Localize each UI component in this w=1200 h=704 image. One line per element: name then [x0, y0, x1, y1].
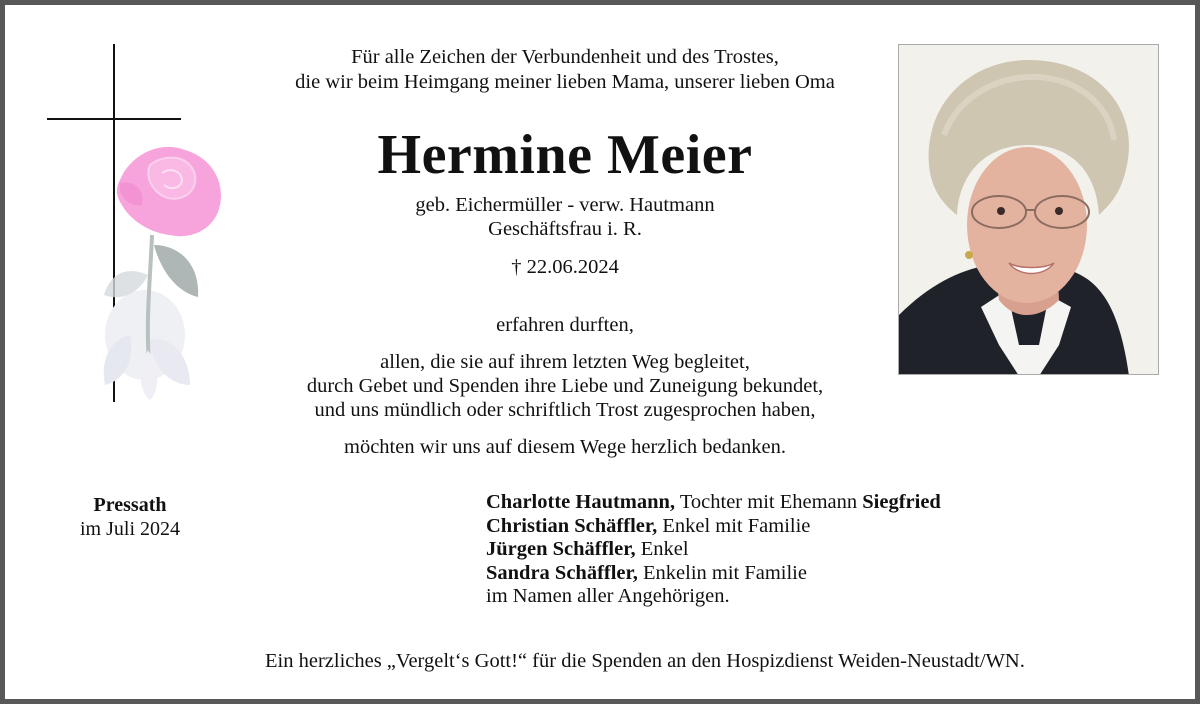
- family-member: [486, 491, 941, 515]
- intro-line: die wir beim Heimgang meiner lieben Mama, unserer lieben Oma: [295, 71, 835, 93]
- maiden-widowed-name: geb. Eichermüller - verw. Hautmann: [415, 194, 715, 216]
- death-date: † 22.06.2024: [511, 256, 619, 278]
- family-member-relation: Enkel: [635, 538, 689, 560]
- place: Pressath: [93, 494, 167, 516]
- thanks-text: möchten wir uns auf diesem Wege herzlich bedanken.: [344, 436, 786, 458]
- family-member: [486, 562, 941, 586]
- family-member-name: Jürgen Schäffler,: [486, 538, 636, 560]
- portrait-image: [899, 45, 1159, 375]
- cross-icon-horizontal: [47, 118, 181, 120]
- family-member-name: Charlotte Hautmann,: [486, 491, 676, 513]
- gratitude-text: [205, 350, 925, 422]
- family-member: [486, 515, 941, 539]
- gratitude-line: allen, die sie auf ihrem letzten Weg begleitet,: [380, 351, 750, 373]
- family-member-spouse: Siegfried: [862, 491, 941, 513]
- deceased-details: [265, 193, 865, 241]
- family-member-relation: Enkelin mit Familie: [637, 561, 807, 584]
- family-member-relation: Tochter mit Ehemann: [675, 491, 863, 513]
- date: im Juli 2024: [79, 518, 180, 540]
- occupation: Geschäftsfrau i. R.: [488, 218, 642, 240]
- family-list: [486, 491, 941, 609]
- gratitude-line: durch Gebet und Spenden ihre Liebe und Zuneigung bekundet,: [306, 375, 824, 397]
- intro-text: [205, 45, 925, 95]
- family-closing: im Namen aller Angehörigen.: [486, 585, 730, 607]
- family-member: [486, 538, 941, 562]
- deceased-name: Hermine Meier: [377, 124, 753, 186]
- donation-note: Ein herzliches „Vergelt‘s Gott!“ für die Spenden an den Hospizdienst Weiden-Neustadt/WN.: [265, 650, 1025, 672]
- portrait-photo: [898, 44, 1159, 375]
- gratitude-line: und uns mündlich oder schriftlich Trost zugesprochen haben,: [314, 399, 816, 421]
- place-date: [45, 493, 215, 541]
- intro-line: Für alle Zeichen der Verbundenheit und des Trostes,: [351, 46, 779, 68]
- family-member-relation: Enkel mit Familie: [657, 514, 811, 537]
- experienced-text: erfahren durften,: [496, 314, 634, 336]
- family-member-name: Christian Schäffler,: [486, 514, 658, 537]
- family-member-name: Sandra Schäffler,: [486, 561, 638, 584]
